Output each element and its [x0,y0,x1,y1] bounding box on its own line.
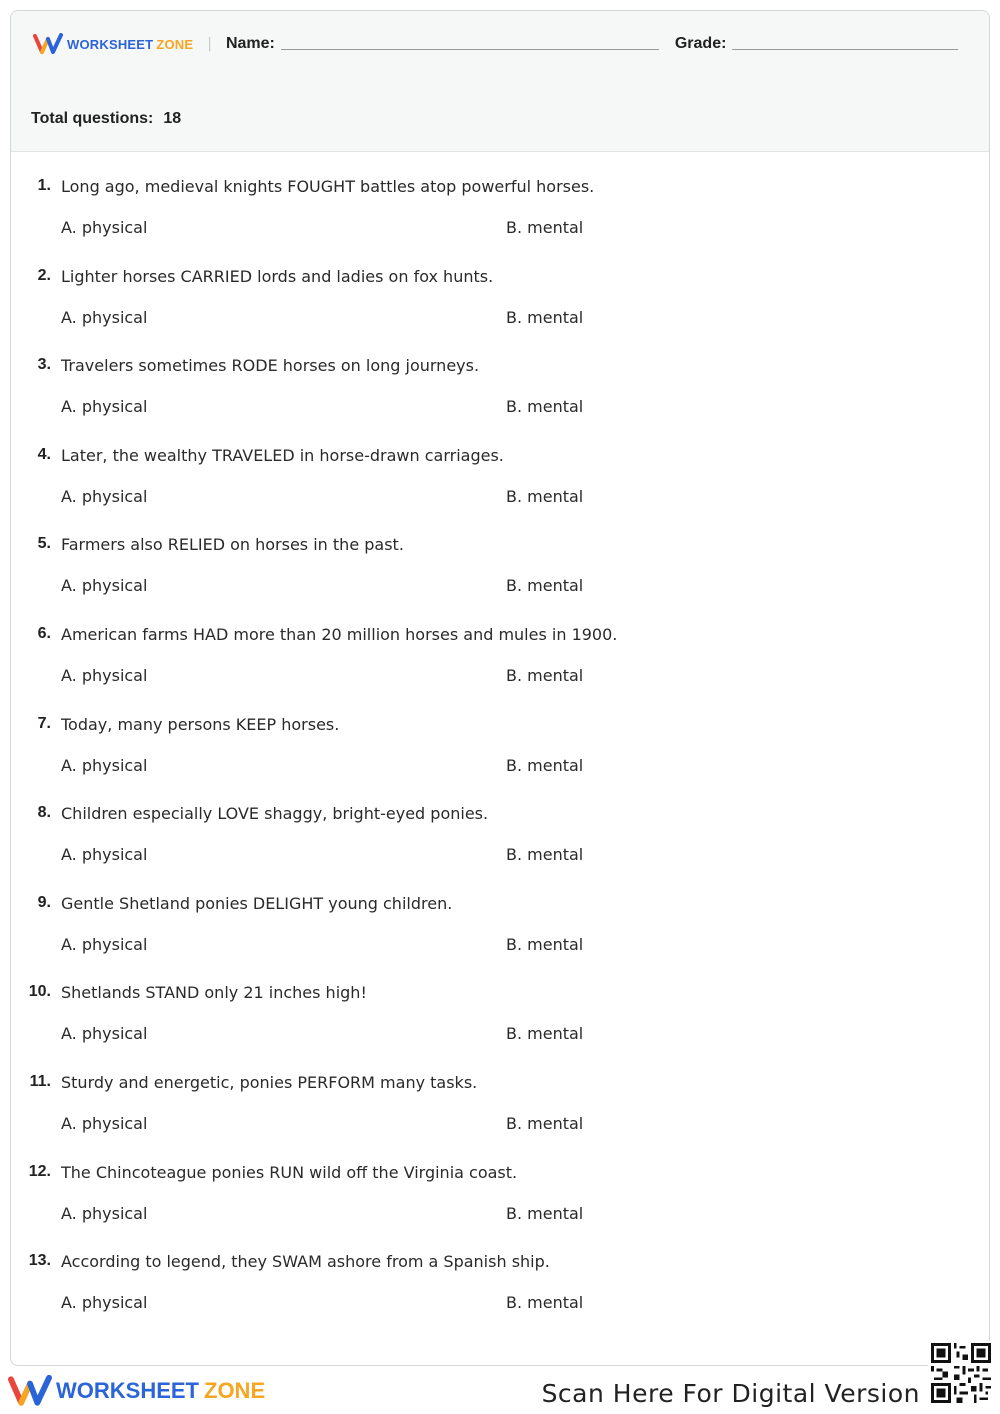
question-item [11,1069,989,1159]
question-text: Long ago, medieval knights FOUGHT battles atop powerful horses. [61,177,595,196]
footer-word-zone: ZONE [204,1378,266,1403]
question-number: 7. [37,714,51,732]
header-row [33,33,967,55]
option-a-physical[interactable]: A. physical [61,218,148,237]
question-item [11,621,989,711]
option-b-mental[interactable]: B. mental [506,1293,584,1313]
question-item [11,263,989,353]
option-b-mental[interactable]: B. mental [506,1203,584,1223]
question-item [11,173,989,263]
option-a-physical[interactable]: A. physical [61,397,148,417]
total-questions-label: Total questions: [31,110,154,127]
qr-code-icon[interactable] [928,1340,994,1406]
question-number: 2. [37,266,51,284]
question-text: Children especially LOVE shaggy, bright-eyed ponies. [61,804,489,824]
logo-w-icon [33,33,63,55]
total-questions-count: 18 [163,110,182,127]
logo-w-icon [8,1374,52,1408]
question-item [11,979,989,1069]
total-questions [31,110,181,128]
footer-logo [8,1374,265,1408]
question-number: 10. [28,983,51,1001]
footer-word-worksheet: WORKSHEET [56,1378,199,1403]
option-b-mental[interactable]: B. mental [506,1024,584,1044]
question-item [11,1248,989,1338]
grade-field[interactable] [732,49,958,50]
option-a-physical[interactable]: A. physical [61,1203,148,1223]
question-text: Travelers sometimes RODE horses on long journeys. [61,356,480,376]
option-b-mental[interactable]: B. mental [506,934,584,954]
option-a-physical[interactable]: A. physical [61,1293,148,1313]
option-a-physical[interactable]: A. physical [61,755,148,775]
footer-wordmark [56,1378,265,1404]
question-number: 13. [28,1252,51,1270]
scan-here-text: Scan Here For Digital Version [541,1379,920,1408]
logo-wordmark [67,37,193,52]
option-a-physical[interactable]: A. physical [61,934,148,954]
option-b-mental[interactable]: B. mental [506,307,584,327]
worksheet-zone-logo [33,33,193,55]
question-number: 9. [37,893,51,911]
option-a-physical[interactable]: A. physical [61,486,148,506]
logo-word-worksheet: WORKSHEET [67,36,154,52]
question-text: Later, the wealthy TRAVELED in horse-drawn carriages. [61,445,504,465]
question-item [11,442,989,532]
option-b-mental[interactable]: B. mental [506,755,584,775]
question-text: Shetlands STAND only 21 inches high! [61,983,367,1003]
worksheet-header [11,11,989,152]
logo-word-zone: ZONE [156,36,194,52]
option-a-physical[interactable]: A. physical [61,665,148,685]
option-a-physical[interactable]: A. physical [61,1024,148,1044]
question-text: American farms HAD more than 20 million horses and mules in 1900. [61,624,618,644]
question-text: According to legend, they SWAM ashore from a Spanish ship. [61,1252,550,1272]
question-item [11,800,989,890]
worksheet [10,10,990,1366]
option-a-physical[interactable]: A. physical [61,576,148,596]
option-b-mental[interactable]: B. mental [506,845,584,865]
question-text: Lighter horses CARRIED lords and ladies on fox hunts. [61,266,494,286]
question-text: Sturdy and energetic, ponies PERFORM many tasks. [61,1072,478,1092]
option-a-physical[interactable]: A. physical [61,1113,148,1133]
question-item [11,531,989,621]
grade-label: Grade: [674,35,727,52]
option-a-physical[interactable]: A. physical [61,307,148,327]
question-number: 8. [37,804,51,822]
option-b-mental[interactable]: B. mental [506,1113,584,1133]
question-item [11,352,989,442]
question-list [11,173,989,1338]
option-b-mental[interactable]: B. mental [506,486,584,506]
question-text: Today, many persons KEEP horses. [61,714,340,734]
question-item [11,890,989,980]
question-item [11,1159,989,1249]
page-footer [0,1366,1000,1414]
option-b-mental[interactable]: B. mental [506,665,584,685]
question-text: Farmers also RELIED on horses in the past. [61,535,404,555]
option-b-mental[interactable]: B. mental [506,218,584,237]
option-a-physical[interactable]: A. physical [61,845,148,865]
option-b-mental[interactable]: B. mental [506,576,584,596]
question-text: Gentle Shetland ponies DELIGHT young children. [61,893,453,913]
header-separator: | [207,36,212,52]
option-b-mental[interactable]: B. mental [506,397,584,417]
question-text: The Chincoteague ponies RUN wild off the Virginia coast. [61,1162,518,1182]
question-number: 6. [37,624,51,642]
question-number: 11. [29,1072,51,1090]
question-number: 12. [28,1162,51,1180]
question-item [11,711,989,801]
question-number: 5. [37,535,51,553]
name-label: Name: [225,35,275,52]
name-field[interactable] [281,49,659,50]
question-number: 1. [37,177,51,194]
question-number: 4. [37,445,51,463]
question-number: 3. [37,356,51,374]
